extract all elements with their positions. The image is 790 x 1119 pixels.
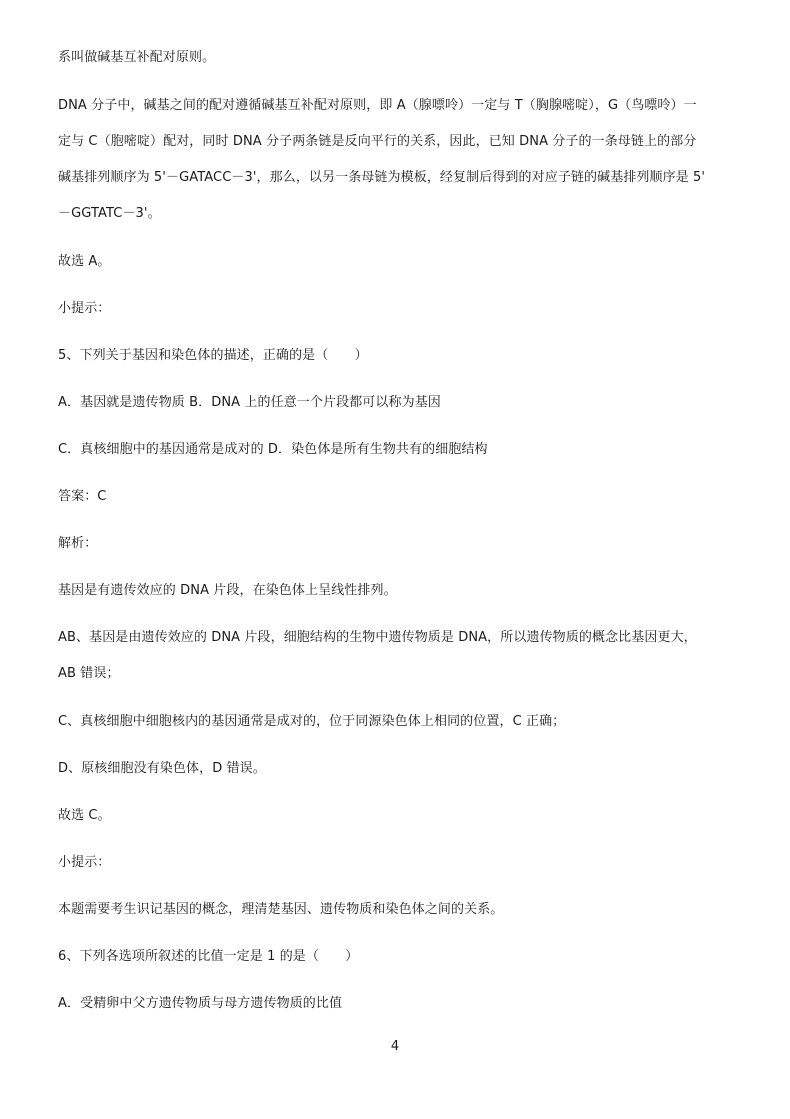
text-line: 碱基排列顺序为 5'－GATACC－3'，那么，以另一条母链为模板，经复制后得到的对应子链的碱基排列顺序是 5' (58, 170, 706, 185)
text-line: －GGTATC－3'。 (58, 206, 161, 221)
question-5-options-cd: C．真核细胞中的基因通常是成对的 D．染色体是所有生物共有的细胞结构 (58, 442, 488, 457)
text-line: AB、基因是由遗传效应的 DNA 片段，细胞结构的生物中遗传物质是 DNA，所以遗传物质的概念比基因更大， (58, 630, 697, 645)
page-number: 4 (390, 1039, 400, 1054)
text-line: 本题需要考生识记基因的概念，理清楚基因、遗传物质和染色体之间的关系。 (58, 902, 504, 917)
text-line: 基因是有遗传效应的 DNA 片段，在染色体上呈线性排列。 (58, 583, 397, 598)
text-line: 小提示： (58, 301, 111, 316)
analysis-label: 解析： (58, 536, 98, 551)
question-5-options-ab: A．基因就是遗传物质 B．DNA 上的任意一个片段都可以称为基因 (58, 395, 441, 410)
answer-label: 答案：C (58, 489, 107, 504)
text-line: 系叫做碱基互补配对原则。 (58, 50, 216, 65)
text-line: DNA 分子中，碱基之间的配对遵循碱基互补配对原则，即 A（腺嘌呤）一定与 T（胸腺嘧啶），G（鸟嘌呤）一 (58, 98, 697, 113)
text-line: D、原核细胞没有染色体，D 错误。 (58, 761, 266, 776)
text-line: AB 错误； (58, 666, 120, 681)
text-line: 故选 C。 (58, 808, 111, 823)
text-line: C、真核细胞中细胞核内的基因通常是成对的，位于同源染色体上相同的位置，C 正确； (58, 714, 566, 729)
question-6-option-a: A．受精卵中父方遗传物质与母方遗传物质的比值 (58, 996, 343, 1011)
question-6-stem: 6、下列各选项所叙述的比值一定是 1 的是（ ） (58, 949, 359, 964)
text-line: 小提示： (58, 855, 111, 870)
text-line: 故选 A。 (58, 254, 111, 269)
question-5-stem: 5、下列关于基因和染色体的描述，正确的是（ ） (58, 348, 368, 363)
text-line: 定与 C（胞嘧啶）配对，同时 DNA 分子两条链是反向平行的关系，因此，已知 DNA 分子的一条母链上的部分 (58, 134, 697, 149)
